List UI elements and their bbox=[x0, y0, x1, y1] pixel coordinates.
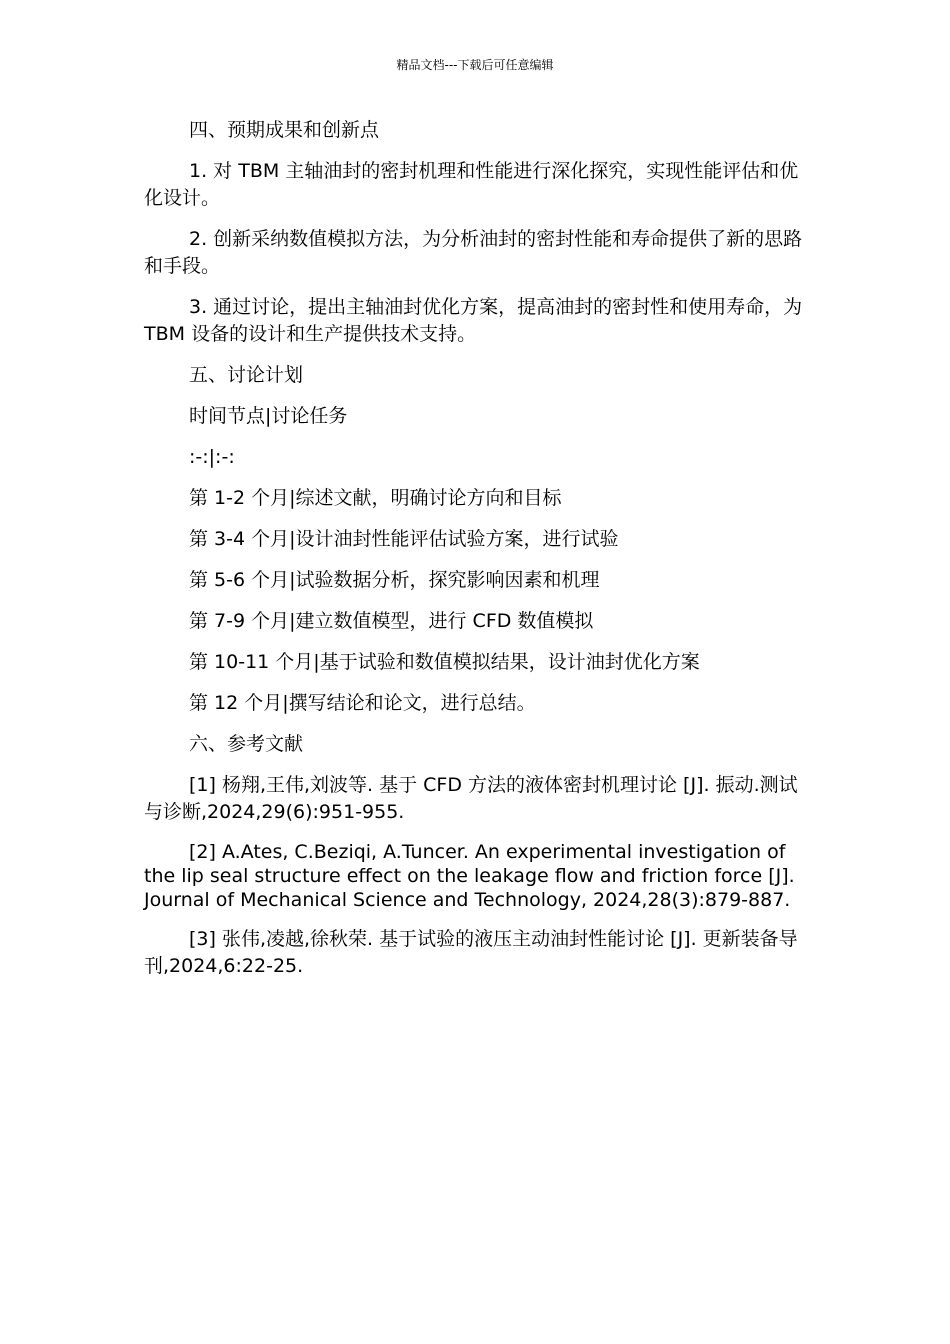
reference-3: [3] 张伟,凌越,徐秋荣. 基于试验的液压主动油封性能讨论 [J]. 更新装备导刊,2024,6:22-25. bbox=[144, 928, 798, 977]
plan-row-6: 第 12 个月|撰写结论和论文，进行总结。 bbox=[189, 692, 536, 714]
plan-table-header: 时间节点|讨论任务 bbox=[189, 405, 348, 427]
plan-row-5: 第 10-11 个月|基于试验和数值模拟结果，设计油封优化方案 bbox=[189, 651, 700, 673]
reference-2: [2] A.Ates, C.Beziqi, A.Tuncer. An experimental investigation of the lip seal structure effect on the leakage flow and friction force [J]. Journal of Mechanical Science and Technology, 2024,28(3):879-887. bbox=[144, 841, 795, 911]
plan-row-2: 第 3-4 个月|设计油封性能评估试验方案，进行试验 bbox=[189, 528, 619, 550]
section-heading-references: 六、参考文献 bbox=[189, 733, 304, 755]
plan-row-1: 第 1-2 个月|综述文献，明确讨论方向和目标 bbox=[189, 487, 562, 509]
results-item-2: 2. 创新采纳数值模拟方法，为分析油封的密封性能和寿命提供了新的思路和手段。 bbox=[144, 228, 803, 277]
reference-1: [1] 杨翔,王伟,刘波等. 基于 CFD 方法的液体密封机理讨论 [J]. 振动.测试与诊断,2024,29(6):951-955. bbox=[144, 774, 798, 823]
section-heading-plan: 五、讨论计划 bbox=[189, 364, 304, 386]
document-body bbox=[144, 117, 810, 994]
header-note: 精品文档---下载后可任意编辑 bbox=[396, 58, 554, 72]
results-item-1: 1. 对 TBM 主轴油封的密封机理和性能进行深化探究，实现性能评估和优化设计。 bbox=[144, 160, 799, 209]
plan-table-align: :-:|:-: bbox=[189, 446, 235, 468]
plan-row-3: 第 5-6 个月|试验数据分析，探究影响因素和机理 bbox=[189, 569, 600, 591]
section-heading-results: 四、预期成果和创新点 bbox=[189, 119, 380, 141]
plan-row-4: 第 7-9 个月|建立数值模型，进行 CFD 数值模拟 bbox=[189, 610, 594, 632]
results-item-3: 3. 通过讨论，提出主轴油封优化方案，提高油封的密封性和使用寿命，为 TBM 设备的设计和生产提供技术支持。 bbox=[144, 296, 803, 345]
